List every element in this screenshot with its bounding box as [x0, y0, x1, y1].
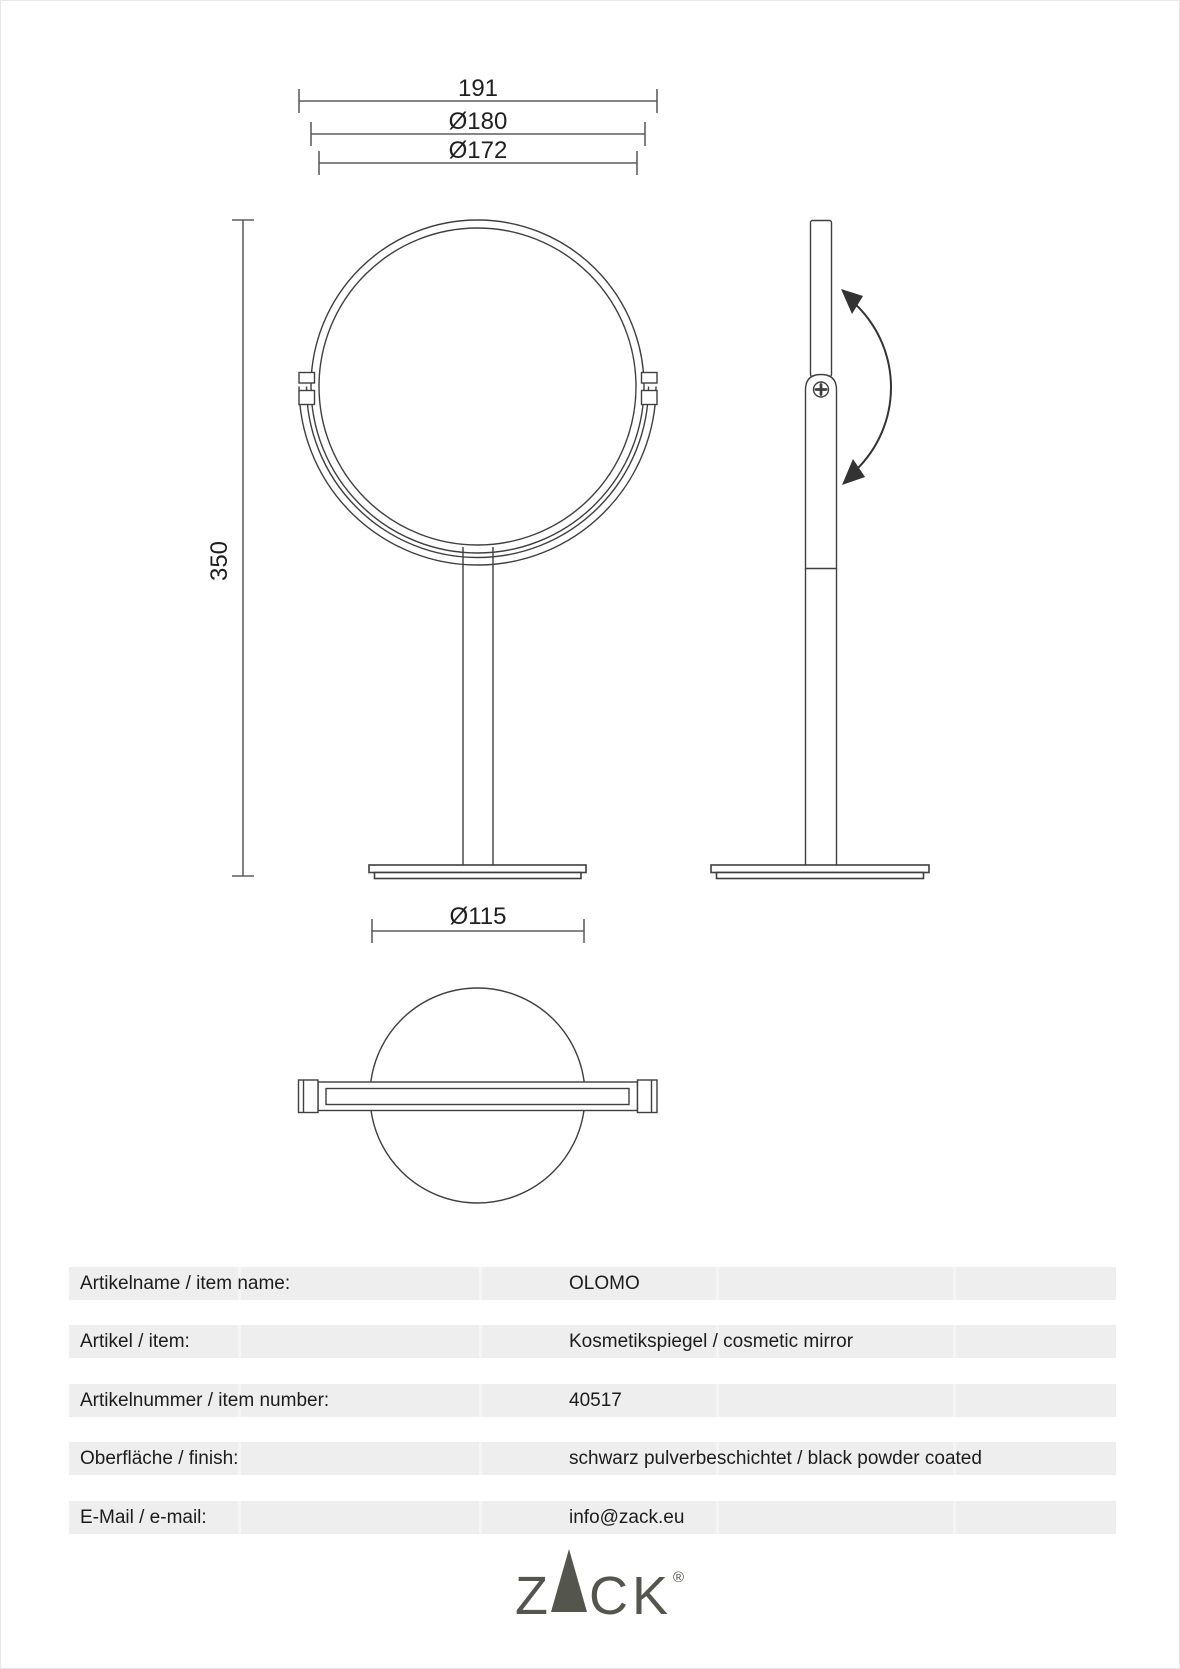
row-value: info@zack.eu [569, 1507, 685, 1528]
row-value: Kosmetikspiegel / cosmetic mirror [569, 1331, 854, 1352]
logo-letters-ck: CK [589, 1566, 673, 1626]
logo-letter-z: Z [515, 1566, 548, 1626]
table-row [69, 1384, 1116, 1417]
rotation-arrow-icon [841, 289, 891, 485]
top-view [299, 903, 658, 1203]
cell-divider [479, 1267, 482, 1300]
mirror-ring-inner [319, 228, 636, 545]
row-label: Oberfläche / finish: [80, 1448, 239, 1469]
cell-divider [716, 1501, 719, 1534]
cell-divider [716, 1267, 719, 1300]
dim-inner-diameter-label: Ø172 [448, 137, 508, 164]
cell-divider [953, 1267, 956, 1300]
cell-divider [953, 1384, 956, 1417]
pivot-tab-right-top [642, 373, 658, 384]
cell-divider [953, 1325, 956, 1358]
registered-trademark-icon: ® [673, 1569, 685, 1586]
cell-divider [238, 1501, 241, 1534]
holder-arc-outer [299, 387, 656, 566]
mirror-edge-side [811, 221, 832, 377]
mirror-top [299, 1080, 658, 1113]
row-value: schwarz pulverbeschichtet / black powder coated [569, 1448, 982, 1469]
pivot-tab-left-bottom [299, 391, 315, 405]
dim-height-350 [232, 220, 254, 876]
logo-triangle-a-icon [551, 1549, 587, 1612]
row-label: Artikelname / item name: [80, 1273, 291, 1294]
table-row [69, 1442, 1116, 1475]
mirror-bar-cap-right [638, 1080, 658, 1113]
row-label: Artikel / item: [80, 1331, 190, 1352]
dim-height-350-label: 350 [206, 540, 233, 582]
pivot-screw [814, 382, 829, 397]
dim-outer-diameter-label: Ø180 [448, 108, 508, 135]
stand-column-front [463, 547, 493, 865]
base-side [711, 865, 929, 879]
holder-arc-inner [307, 387, 649, 558]
cell-divider [953, 1501, 956, 1534]
cell-divider [479, 1384, 482, 1417]
dim-base-diameter-label: Ø115 [449, 903, 507, 930]
base-front [369, 865, 586, 879]
mirror-bar-outer [318, 1082, 638, 1111]
stand-column-side [806, 569, 837, 866]
cell-divider [479, 1325, 482, 1358]
table-row [69, 1501, 1116, 1534]
cell-divider [238, 1442, 241, 1475]
pivot-housing-side [806, 375, 837, 569]
mirror-bar-cap-left [299, 1080, 319, 1113]
cell-divider [479, 1501, 482, 1534]
cell-divider [479, 1442, 482, 1475]
pivot-tab-left-top [299, 373, 315, 384]
cell-divider [238, 1325, 241, 1358]
table-row [69, 1325, 1116, 1358]
technical-drawing [1, 1, 1180, 1241]
row-label: E-Mail / e-mail: [80, 1507, 207, 1528]
row-value: 40517 [569, 1390, 622, 1411]
pivot-tabs [299, 373, 657, 405]
side-view [711, 221, 929, 879]
table-row [69, 1267, 1116, 1300]
cell-divider [716, 1384, 719, 1417]
zack-logo [515, 1549, 685, 1626]
front-view [206, 75, 657, 879]
mirror-front [299, 220, 656, 565]
dim-width-191-label: 191 [457, 75, 499, 102]
pivot-tab-right-bottom [642, 391, 658, 405]
mirror-ring-outer [311, 220, 644, 553]
row-value: OLOMO [569, 1273, 640, 1294]
row-label: Artikelnummer / item number: [80, 1390, 330, 1411]
